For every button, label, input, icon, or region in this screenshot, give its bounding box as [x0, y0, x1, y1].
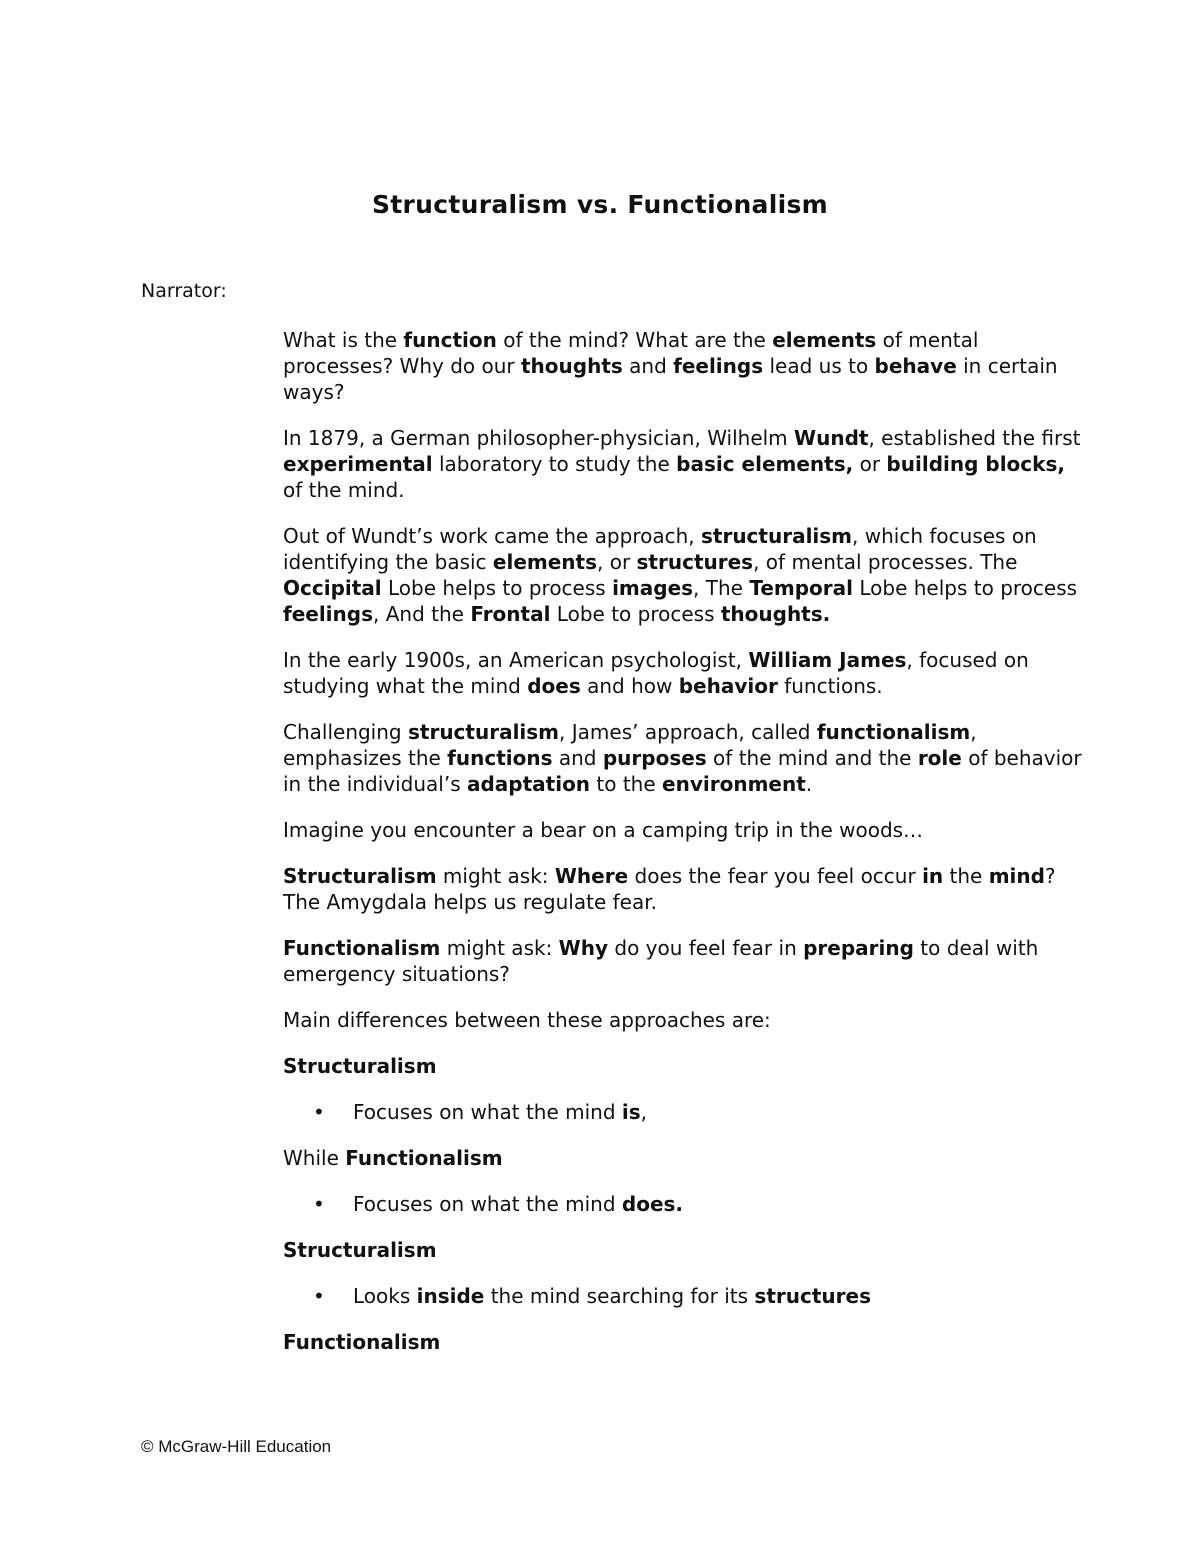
text-run: of mental processes? Why do our: [283, 328, 979, 378]
emphasized-term: functions: [447, 746, 553, 770]
emphasized-term: Where: [554, 864, 629, 888]
text-run: the: [943, 864, 989, 888]
section-heading: Structuralism: [283, 1238, 437, 1262]
emphasized-term: preparing: [803, 936, 914, 960]
text-run: Focuses on what the mind: [353, 1100, 622, 1124]
emphasized-term: purposes: [602, 746, 707, 770]
emphasized-term: Wundt: [794, 426, 869, 450]
emphasized-term: William James: [748, 648, 907, 672]
text-run: , And the: [373, 602, 471, 626]
text-run: , James’ approach, called: [559, 720, 817, 744]
emphasized-term: Occipital: [283, 576, 382, 600]
text-run: or: [853, 452, 887, 476]
emphasized-term: does.: [621, 1192, 684, 1216]
emphasized-term: Structuralism: [283, 864, 437, 888]
emphasized-term: elements: [492, 550, 597, 574]
emphasized-term: thoughts: [520, 354, 623, 378]
emphasized-term: is: [621, 1100, 641, 1124]
text-run: ,: [640, 1100, 648, 1124]
text-run: laboratory to study the: [432, 452, 677, 476]
text-run: in certain ways?: [283, 354, 1058, 404]
emphasized-term: Why: [558, 936, 609, 960]
emphasized-term: elements: [772, 328, 877, 352]
text-run: , or: [597, 550, 637, 574]
paragraph: [283, 935, 1083, 987]
emphasized-term: structures: [754, 1284, 871, 1308]
emphasized-term: feelings: [673, 354, 764, 378]
text-run: ? The Amygdala helps us regulate fear.: [283, 864, 1056, 914]
text-run: Challenging: [283, 720, 408, 744]
text-run: , established the first: [868, 426, 1081, 450]
paragraph: [283, 1007, 1083, 1033]
transition-term: Functionalism: [345, 1146, 503, 1170]
paragraph: [283, 863, 1083, 915]
emphasized-term: does: [527, 674, 581, 698]
bullet-icon: •: [313, 1100, 325, 1124]
emphasized-term: basic elements,: [676, 452, 854, 476]
bullet-icon: •: [313, 1192, 325, 1216]
text-run: lead us to: [763, 354, 875, 378]
text-run: Imagine you encounter a bear on a camping trip in the woods…: [283, 818, 924, 842]
text-run: functions.: [777, 674, 883, 698]
paragraph: [283, 647, 1083, 699]
emphasized-term: feelings: [283, 602, 373, 626]
emphasized-term: Functionalism: [283, 936, 441, 960]
emphasized-term: experimental: [283, 452, 433, 476]
section-heading: Functionalism: [283, 1330, 441, 1354]
text-run: What is the: [283, 328, 404, 352]
transition-line: [283, 1145, 1083, 1171]
emphasized-term: structuralism: [407, 720, 560, 744]
text-run: In 1879, a German philosopher-physician, Wilhelm: [283, 426, 795, 450]
bullet-text: [353, 1191, 683, 1217]
text-run: Main differences between these approaches are:: [283, 1008, 771, 1032]
text-run: Out of Wundt’s work came the approach,: [283, 524, 701, 548]
emphasized-term: functionalism: [816, 720, 971, 744]
bullet-text: [353, 1099, 647, 1125]
text-run: and: [622, 354, 674, 378]
emphasized-term: images: [612, 576, 694, 600]
emphasized-term: Frontal: [470, 602, 551, 626]
text-run: of behavior in the individual’s: [283, 746, 1082, 796]
text-run: and: [552, 746, 603, 770]
text-run: , which focuses on identifying the basic: [283, 524, 1037, 574]
text-run: of the mind.: [283, 478, 405, 502]
speaker-label: Narrator:: [141, 280, 227, 302]
emphasized-term: thoughts.: [720, 602, 831, 626]
text-run: does the fear you feel occur: [628, 864, 923, 888]
emphasized-term: role: [917, 746, 962, 770]
text-run: Looks: [353, 1284, 417, 1308]
emphasized-term: adaptation: [466, 772, 591, 796]
text-run: , The: [693, 576, 750, 600]
emphasized-term: mind: [988, 864, 1045, 888]
text-run: Lobe helps to process: [853, 576, 1078, 600]
copyright-footer: © McGraw-Hill Education: [141, 1437, 332, 1456]
section-heading: Structuralism: [283, 1054, 437, 1078]
document-title: Structuralism vs. Functionalism: [372, 190, 828, 219]
emphasized-term: behavior: [678, 674, 778, 698]
emphasized-term: behave: [874, 354, 957, 378]
emphasized-term: building blocks,: [886, 452, 1065, 476]
bullet-icon: •: [313, 1284, 325, 1308]
emphasized-term: inside: [416, 1284, 485, 1308]
emphasized-term: environment: [662, 772, 806, 796]
bullet-item: [283, 1283, 1083, 1309]
text-run: Focuses on what the mind: [353, 1192, 622, 1216]
bullet-item: [283, 1099, 1083, 1125]
emphasized-term: structures: [636, 550, 754, 574]
paragraph: [283, 719, 1083, 797]
emphasized-term: structuralism: [700, 524, 853, 548]
text-run: Lobe helps to process: [381, 576, 613, 600]
text-run: , focused on studying what the mind: [283, 648, 1029, 698]
text-run: .: [805, 772, 813, 796]
text-run: of the mind and the: [706, 746, 918, 770]
text-run: do you feel fear in: [608, 936, 804, 960]
text-run: might ask:: [436, 864, 555, 888]
paragraph: [283, 817, 1083, 843]
text-run: to deal with emergency situations?: [283, 936, 1039, 986]
paragraph: [283, 523, 1083, 627]
text-run: , emphasizes the: [283, 720, 977, 770]
script-body: [283, 327, 1083, 1375]
text-run: In the early 1900s, an American psychologist,: [283, 648, 749, 672]
text-run: to the: [590, 772, 663, 796]
paragraph: [283, 327, 1083, 405]
text-run: and how: [580, 674, 679, 698]
text-run: Lobe to process: [550, 602, 721, 626]
text-run: might ask:: [440, 936, 559, 960]
text-run: , of mental processes. The: [753, 550, 1018, 574]
text-run: the mind searching for its: [484, 1284, 755, 1308]
emphasized-term: function: [403, 328, 497, 352]
bullet-text: [353, 1283, 871, 1309]
bullet-item: [283, 1191, 1083, 1217]
paragraph: [283, 425, 1083, 503]
emphasized-term: in: [922, 864, 944, 888]
text-run: of the mind? What are the: [496, 328, 773, 352]
emphasized-term: Temporal: [749, 576, 853, 600]
transition-prefix: While: [283, 1146, 346, 1170]
